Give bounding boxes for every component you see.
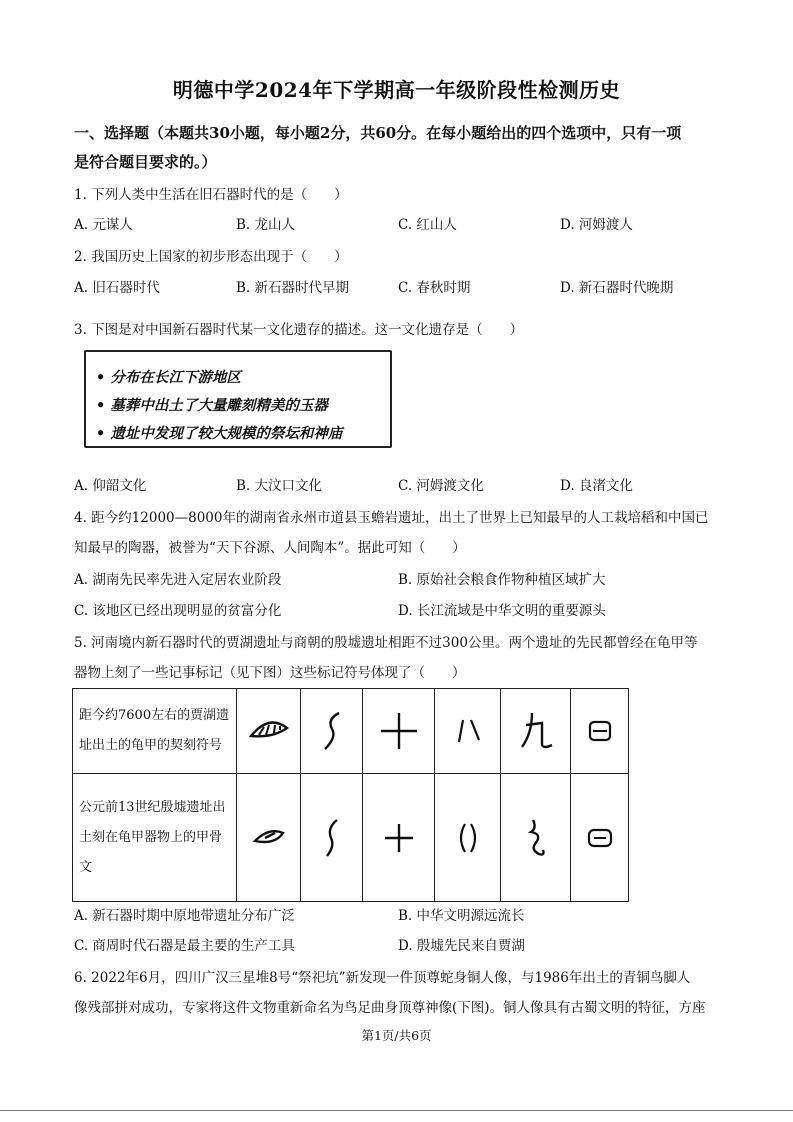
q4-option-a: A. 湖南先民率先进入定居农业阶段	[74, 572, 282, 588]
q2-option-c: C. 春秋时期	[398, 280, 471, 296]
q5-option-d: D. 殷墟先民来自贾湖	[398, 938, 525, 954]
eye-symbol-icon	[249, 825, 289, 851]
eye-symbol-icon	[247, 716, 291, 746]
q6-stem-line2: 像残部拼对成功，专家将这件文物重新命名为鸟足曲身顶尊神像(下图)。铜人像具有古蜀文明的特征，方座	[74, 1000, 706, 1016]
q5-stem-line2: 器物上刻了一些记事标记（见下图）这些标记符号体现了（ ）	[74, 665, 466, 681]
q5-row2-symbol-6	[571, 774, 629, 902]
q3-stem: 3. 下图是对中国新石器时代某一文化遗存的描述。这一文化遗存是（ ）	[74, 322, 524, 338]
q2-option-b: B. 新石器时代早期	[236, 280, 350, 296]
q5-row1-label: 距今约7600左右的贾湖遗址出土的龟甲的契刻符号	[73, 689, 237, 774]
section-heading-line2: 是符合题目要求的。）	[74, 153, 217, 171]
q4-stem-line1: 4. 距今约12000—8000年的湖南省永州市道县玉蟾岩遗址，出土了世界上已知最早的人工栽培稻和中国已	[74, 510, 709, 526]
q5-row1-symbol-4	[435, 689, 501, 774]
q5-row1-symbol-2	[301, 689, 363, 774]
q5-row2-symbol-5	[501, 774, 571, 902]
q5-stem-line1: 5. 河南境内新石器时代的贾湖遗址与商朝的殷墟遗址相距不过300公里。两个遗址的先民都曾经在龟甲等	[74, 635, 698, 651]
q1-stem: 1. 下列人类中生活在旧石器时代的是（ ）	[74, 187, 348, 203]
bottom-rule	[0, 1110, 793, 1111]
q6-stem-line1: 6. 2022年6月，四川广汉三星堆8号“祭祀坑”新发现一件顶尊蛇身铜人像，与1986年出土的青铜鸟脚人	[74, 970, 691, 986]
cross-symbol-icon	[377, 709, 421, 753]
q3-option-d: D. 良渚文化	[560, 478, 633, 494]
q1-option-a: A. 元谋人	[74, 217, 133, 233]
q5-option-b: B. 中华文明源远流长	[398, 908, 525, 924]
q5-row1-symbol-6	[571, 689, 629, 774]
q5-row2-symbol-3	[363, 774, 435, 902]
q1-option-b: B. 龙山人	[236, 217, 296, 233]
q5-row1-symbol-5	[501, 689, 571, 774]
q3-option-a: A. 仰韶文化	[74, 478, 147, 494]
nine-symbol-icon	[516, 709, 556, 753]
q3-box-line-1: • 分布在长江下游地区	[96, 369, 241, 386]
q4-option-b: B. 原始社会粮食作物种植区域扩大	[398, 572, 606, 588]
q5-row2-label: 公元前13世纪殷墟遗址出土刻在龟甲器物上的甲骨文	[73, 774, 237, 902]
q2-option-d: D. 新石器时代晚期	[560, 280, 674, 296]
q3-option-b: B. 大汶口文化	[236, 478, 323, 494]
q4-option-c: C. 该地区已经出现明显的贫富分化	[74, 603, 282, 619]
q2-option-a: A. 旧石器时代	[74, 280, 160, 296]
q1-option-c: C. 红山人	[398, 217, 457, 233]
curve-symbol-icon	[317, 816, 347, 860]
q5-option-c: C. 商周时代石器是最主要的生产工具	[74, 938, 295, 954]
q2-stem: 2. 我国历史上国家的初步形态出现于（ ）	[74, 249, 348, 265]
eight-symbol-icon	[453, 714, 483, 748]
page-title: 明德中学2024年下学期高一年级阶段性检测历史	[172, 78, 621, 102]
sun-symbol-icon	[585, 716, 615, 746]
q3-description-box	[84, 350, 392, 448]
q5-row2-symbol-1	[237, 774, 301, 902]
q5-row2-symbol-2	[301, 774, 363, 902]
q3-option-c: C. 河姆渡文化	[398, 478, 484, 494]
cross-symbol-icon	[379, 818, 419, 858]
nine-symbol-icon	[521, 816, 551, 860]
q5-row2-symbol-4	[435, 774, 501, 902]
q5-row1-symbol-3	[363, 689, 435, 774]
q5-symbol-table	[72, 688, 629, 902]
q3-box-line-3: • 遗址中发现了较大规模的祭坛和神庙	[96, 425, 343, 442]
table-row	[73, 689, 629, 774]
curve-symbol-icon	[317, 709, 347, 753]
page-footer: 第1页/共6页	[361, 1028, 432, 1043]
sun-symbol-icon	[585, 825, 615, 851]
q1-option-d: D. 河姆渡人	[560, 217, 633, 233]
q3-box-line-2: • 墓葬中出土了大量雕刻精美的玉器	[96, 397, 328, 414]
q5-option-a: A. 新石器时期中原地带遗址分布广泛	[74, 908, 295, 924]
q4-stem-line2: 知最早的陶器，被誉为“天下谷源、人间陶本”。据此可知（ ）	[74, 540, 466, 556]
table-row	[73, 774, 629, 902]
q4-option-d: D. 长江流域是中华文明的重要源头	[398, 603, 606, 619]
q5-row1-symbol-1	[237, 689, 301, 774]
section-heading-line1: 一、选择题（本题共30小题，每小题2分，共60分。在每小题给出的四个选项中，只有一项	[74, 124, 682, 142]
eight-symbol-icon	[453, 818, 483, 858]
